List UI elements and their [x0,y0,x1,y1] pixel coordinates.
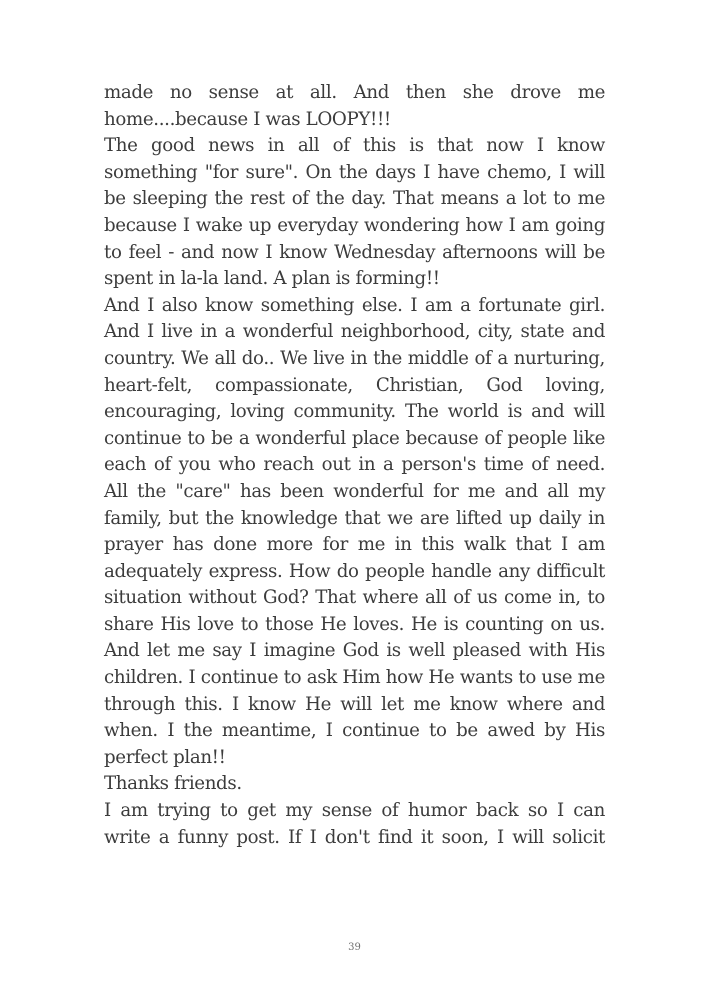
body-text [104,80,605,851]
paragraph-4: Thanks friends. [104,773,242,795]
paragraph-5: I am trying to get my sense of humor back so I can write a funny post. If I don't find it soon, I will solicit [104,800,605,848]
page-number: 39 [348,942,361,953]
paragraph-1: made no sense at all. And then she drove me home....because I was LOOPY!!! [104,82,605,130]
paragraph-3: And I also know something else. I am a fortunate girl. And I live in a wonderful neighborhood, city, state and country. We all do.. We live in the middle of a nurturing, heart-felt, compassionate, Christian, God loving, encouraging, loving community. The world is and will continue to be a wonderful place because of people like each of you who reach out in a person's time of need. All the "care" has been wonderful for me and all my family, but the knowledge that we are lifted up daily in prayer has done more for me in this walk that I am adequately express. How do people handle any difficult situation without God? That where all of us come in, to share His love to those He loves. He is counting on us. And let me say I imagine God is well pleased with His children. I continue to ask Him how He wants to use me through this. I know He will let me know where and when. I the meantime, I continue to be awed by His perfect plan!! [104,294,605,768]
paragraph-2: The good news in all of this is that now I know something "for sure". On the days I have chemo, I will be sleeping the rest of the day. That means a lot to me because I wake up everyday wondering how I am going to feel - and now I know Wednesday afternoons will be spent in la-la land. A plan is forming!! [104,135,605,290]
